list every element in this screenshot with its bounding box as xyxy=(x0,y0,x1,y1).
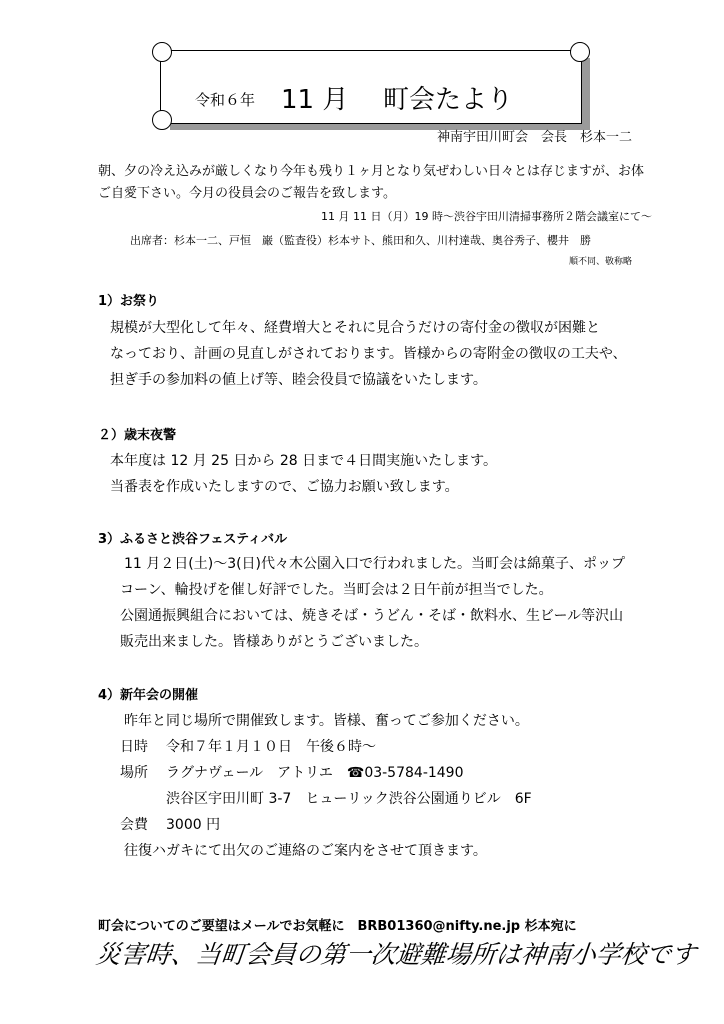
scroll-roll-bottom-left xyxy=(152,110,172,130)
section-1-line-2: なっており、計画の見直しがされております。皆様からの寄附金の徴収の工夫や、 xyxy=(110,346,627,362)
meeting-info: 11 月 11 日（月）19 時～渋谷宇田川清掃事務所２階会議室にて～ xyxy=(321,210,652,223)
banner-era: 令和６年 xyxy=(195,91,256,109)
place-value: ラグナヴェール アトリエ ☎03-5784-1490 xyxy=(166,765,464,781)
place-label: 場所 xyxy=(120,765,148,781)
fee-label: 会費 xyxy=(120,817,148,833)
section-2-heading: ２）歳末夜警 xyxy=(98,428,177,443)
banner-scroll xyxy=(160,50,582,124)
intro-line-1: 朝、夕の冷え込みが厳しくなり今年も残り１ヶ月となり気ぜわしい日々とは存じますが、お体 xyxy=(98,164,645,179)
section-4-heading: 4）新年会の開催 xyxy=(98,688,199,703)
attendees: 出席者：杉本一二、戸恒 巌（監査役）杉本サト、熊田和久、川村達哉、奥谷秀子、櫻井 勝 xyxy=(130,234,592,247)
section-4-intro: 昨年と同じ場所で開催致します。皆様、奮ってご参加ください。 xyxy=(124,713,529,729)
section-3-line-3: 公園通振興組合においては、焼きそば・うどん・そば・飲料水、生ビール等沢山 xyxy=(120,608,624,624)
section-3-line-4: 販売出来ました。皆様ありがとうございました。 xyxy=(120,634,428,650)
section-2-line-1: 本年度は 12 月 25 日から 28 日まで４日間実施いたします。 xyxy=(110,453,498,469)
banner-title: 町会たより xyxy=(383,85,514,115)
signature: 神南宇田川町会 会長 杉本一二 xyxy=(436,130,632,145)
banner-month: 11 月 xyxy=(281,85,349,115)
section-1-line-1: 規模が大型化して年々、経費増大とそれに見合うだけの寄付金の徴収が困難と xyxy=(110,320,600,336)
section-3-line-1: 11 月２日(土)～3(日)代々木公園入口で行われました。当町会は綿菓子、ポップ xyxy=(124,556,626,572)
fee-value: 3000 円 xyxy=(166,817,221,833)
rsvp-note: 往復ハガキにて出欠のご連絡のご案内をさせて頂きます。 xyxy=(124,843,487,859)
section-1-heading: 1）お祭り xyxy=(98,294,160,309)
section-3-line-2: コーン、輪投げを催し好評でした。当町会は２日午前が担当でした。 xyxy=(120,582,553,598)
title-banner xyxy=(150,40,600,140)
scroll-roll-top-left xyxy=(152,42,172,62)
section-1-line-3: 担ぎ手の参加料の値上げ等、睦会役員で協議をいたします。 xyxy=(110,372,487,388)
intro-line-2: ご自愛下さい。今月の役員会のご報告を致します。 xyxy=(98,186,396,201)
disaster-notice: 災害時、当町会員の第一次避難場所は神南小学校です xyxy=(94,940,698,969)
section-3-heading: 3）ふるさと渋谷フェスティバル xyxy=(98,532,288,547)
scroll-roll-top-right xyxy=(570,42,590,62)
contact-note: 町会についてのご要望はメールでお気軽に BRB01360@nifty.ne.jp 杉本宛に xyxy=(98,919,577,934)
address: 渋谷区宇田川町 3-7 ヒューリック渋谷公園通りビル 6F xyxy=(166,791,532,807)
date-value: 令和７年１月１０日 午後６時～ xyxy=(166,739,376,755)
order-note: 順不同、敬称略 xyxy=(568,257,632,267)
date-label: 日時 xyxy=(120,739,148,755)
section-2-line-2: 当番表を作成いたしますので、ご協力お願い致します。 xyxy=(110,479,459,495)
